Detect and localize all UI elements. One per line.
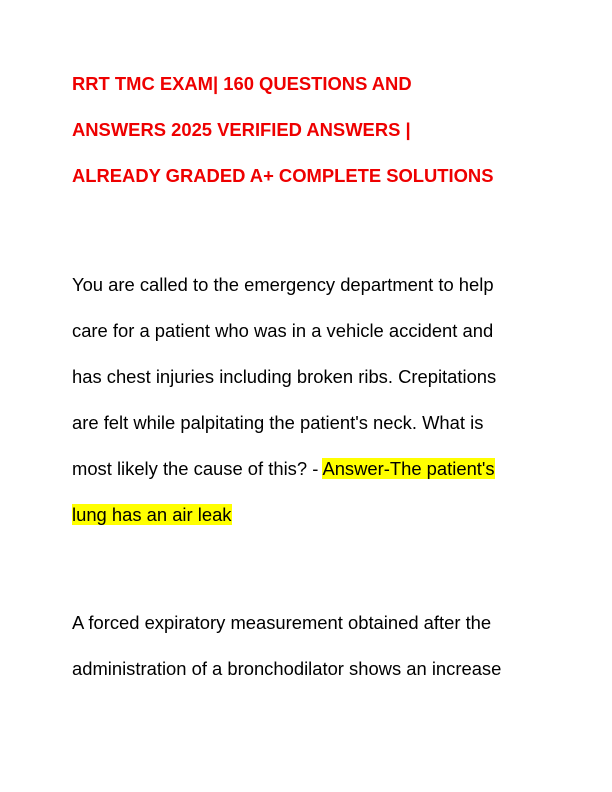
question-1-line-3: has chest injuries including broken ribs. Crepitations	[72, 366, 497, 387]
question-1-line-5	[72, 458, 495, 480]
title-line-3: ALREADY GRADED A+ COMPLETE SOLUTIONS	[72, 165, 494, 186]
question-1-line-2: care for a patient who was in a vehicle accident and	[72, 320, 494, 341]
title-line-2: ANSWERS 2025 VERIFIED ANSWERS |	[72, 119, 411, 140]
question-1-line-6	[72, 504, 232, 526]
question-1-line-1: You are called to the emergency department to help	[72, 274, 494, 295]
answer-1-highlight-part-2: lung has an air leak	[72, 504, 232, 525]
answer-1-highlight-part-1: Answer-The patient's	[322, 458, 495, 479]
question-1-line-5-text: most likely the cause of this? -	[72, 458, 323, 479]
question-2-line-2: administration of a bronchodilator shows an increase	[72, 658, 502, 679]
question-1-line-4: are felt while palpitating the patient's neck. What is	[72, 412, 484, 433]
question-2-line-1: A forced expiratory measurement obtained after the	[72, 612, 492, 633]
title-line-1: RRT TMC EXAM| 160 QUESTIONS AND	[72, 73, 412, 94]
